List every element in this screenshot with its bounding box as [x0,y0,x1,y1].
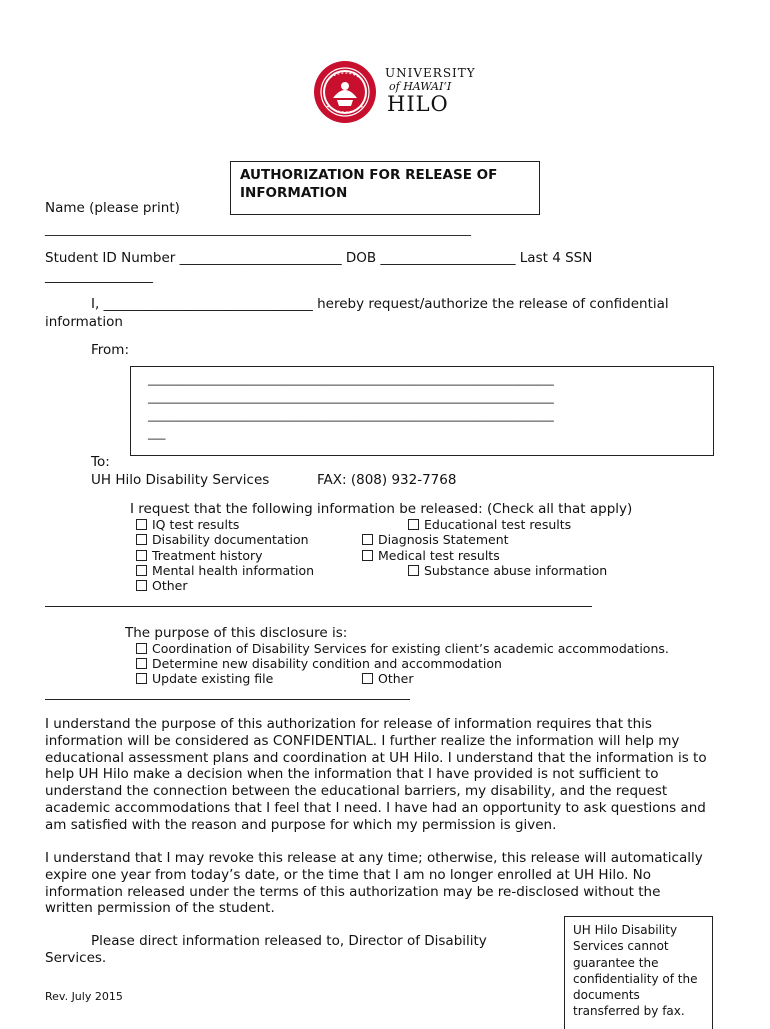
checkbox-icon[interactable] [136,658,147,669]
paragraph-line: expire one year from today’s date, or the time that I am no longer enrolled at UH Hilo. No [45,866,652,883]
purpose-heading: The purpose of this disclosure is: [125,625,348,641]
checkbox-diagnosis-statement[interactable] [362,532,509,547]
checkbox-label: IQ test results [152,517,240,532]
checkbox-icon[interactable] [136,519,147,530]
name-blank[interactable]: _______________________________________________________________________ [45,222,471,236]
checkbox-label: Disability documentation [152,532,309,547]
ssn-blank[interactable]: ________________ [45,268,153,284]
info-request-heading: I request that the following information be released: (Check all that apply) [130,501,633,517]
checkbox-label: Update existing file [152,671,274,686]
checkbox-label: Educational test results [424,517,572,532]
checkbox-purpose-other[interactable] [362,671,414,686]
to-label: To: [91,454,110,470]
checkbox-icon[interactable] [362,534,373,545]
checkbox-icon[interactable] [362,550,373,561]
checkbox-icon[interactable] [136,580,147,591]
checkbox-label: Other [152,578,188,593]
checkbox-label: Diagnosis Statement [378,532,509,547]
fax-notice-box [564,916,713,1029]
checkbox-purpose-update-file[interactable] [136,671,273,686]
checkbox-label: Other [378,671,414,686]
checkbox-icon[interactable] [136,643,147,654]
direct-info-line1: Please direct information released to, Director of Disability [91,933,487,949]
fax-notice-line: transferred by fax. [573,1004,685,1019]
checkbox-label: Determine new disability condition and accommodation [152,656,502,671]
paragraph-line: am satisfied with the reason and purpose for which my permission is given. [45,816,557,833]
checkbox-label: Substance abuse information [424,563,608,578]
university-seal-logo [313,60,377,124]
fax-notice-text [573,922,697,1020]
form-title-line2: INFORMATION [240,185,348,201]
understanding-paragraph [45,716,707,834]
logo-university: UNIVERSITY [385,66,476,80]
fax-notice-line: confidentiality of the [573,971,698,986]
from-line[interactable]: ___ [148,426,166,440]
revision-date: Rev. July 2015 [45,990,123,1003]
checkbox-icon[interactable] [408,519,419,530]
fax-notice-line: guarantee the [573,955,659,970]
checkbox-icon[interactable] [136,550,147,561]
checkbox-educational-test-results[interactable] [408,517,571,532]
paragraph-line: information released under the terms of this authorization may be re-disclosed without the [45,883,661,900]
fax-notice-line: documents [573,988,640,1003]
from-line[interactable]: ______________________________________________________________________ [148,408,554,422]
paragraph-line: understand the connection between the educational barriers, my disability, and the request [45,783,668,800]
checkbox-purpose-determine-new[interactable] [136,656,502,671]
paragraph-line: I understand that I may revoke this release at any time; otherwise, this release will automatically [45,850,703,866]
request-statement-line2: information [45,314,123,330]
checkbox-label: Mental health information [152,563,315,578]
checkbox-iq-test-results[interactable] [136,517,239,532]
paragraph-line: academic accommodations that I feel that I need. I have had an opportunity to ask questions and [45,799,706,816]
divider-line [45,699,410,700]
paragraph-line: educational assessment plans and coordination at UH Hilo. I understand that the information is to [45,749,707,766]
revocation-paragraph [45,850,703,917]
to-recipient: UH Hilo Disability Services [91,472,270,488]
fax-notice-line: UH Hilo Disability [573,923,678,937]
checkbox-purpose-coordination[interactable] [136,641,669,656]
paragraph-line: information will be considered as CONFIDENTIAL. I further realize the information will help my [45,732,680,749]
paragraph-line: I understand the purpose of this authorization for release of information requires that this [45,716,652,732]
fax-notice-line: Services cannot [573,939,669,954]
direct-info-line2: Services. [45,950,107,966]
checkbox-label: Treatment history [152,548,263,563]
student-id-dob-ssn-line[interactable]: Student ID Number ________________________ DOB ____________________ Last 4 SSN [45,250,593,266]
from-box [130,366,714,456]
title-box [230,161,540,215]
from-label: From: [91,342,129,358]
divider-line [45,606,592,607]
checkbox-icon[interactable] [362,673,373,684]
checkbox-icon[interactable] [136,673,147,684]
from-line[interactable]: ______________________________________________________________________ [148,390,554,404]
checkbox-label: Medical test results [378,548,500,563]
checkbox-substance-abuse-information[interactable] [408,563,607,578]
checkbox-other-information[interactable] [136,578,188,593]
checkbox-label: Coordination of Disability Services for existing client’s academic accommodations. [152,641,669,656]
paragraph-line: help UH Hilo make a decision when the information that I have provided is not sufficient to [45,766,659,783]
logo-hilo: HILO [387,92,449,116]
logo-of-hawaii: of HAWAIʻI [389,80,452,93]
request-statement-line1[interactable]: I, _______________________________ hereby request/authorize the release of confidential [91,296,669,312]
from-line[interactable]: ______________________________________________________________________ [148,372,554,386]
checkbox-icon[interactable] [136,565,147,576]
name-label: Name (please print) [45,200,180,216]
form-title-line1: AUTHORIZATION FOR RELEASE OF [240,167,498,183]
checkbox-treatment-history[interactable] [136,548,263,563]
paragraph-line: written permission of the student. [45,900,275,917]
checkbox-disability-documentation[interactable] [136,532,309,547]
to-fax: FAX: (808) 932-7768 [317,472,457,488]
checkbox-mental-health-information[interactable] [136,563,314,578]
checkbox-icon[interactable] [136,534,147,545]
checkbox-medical-test-results[interactable] [362,548,500,563]
checkbox-icon[interactable] [408,565,419,576]
